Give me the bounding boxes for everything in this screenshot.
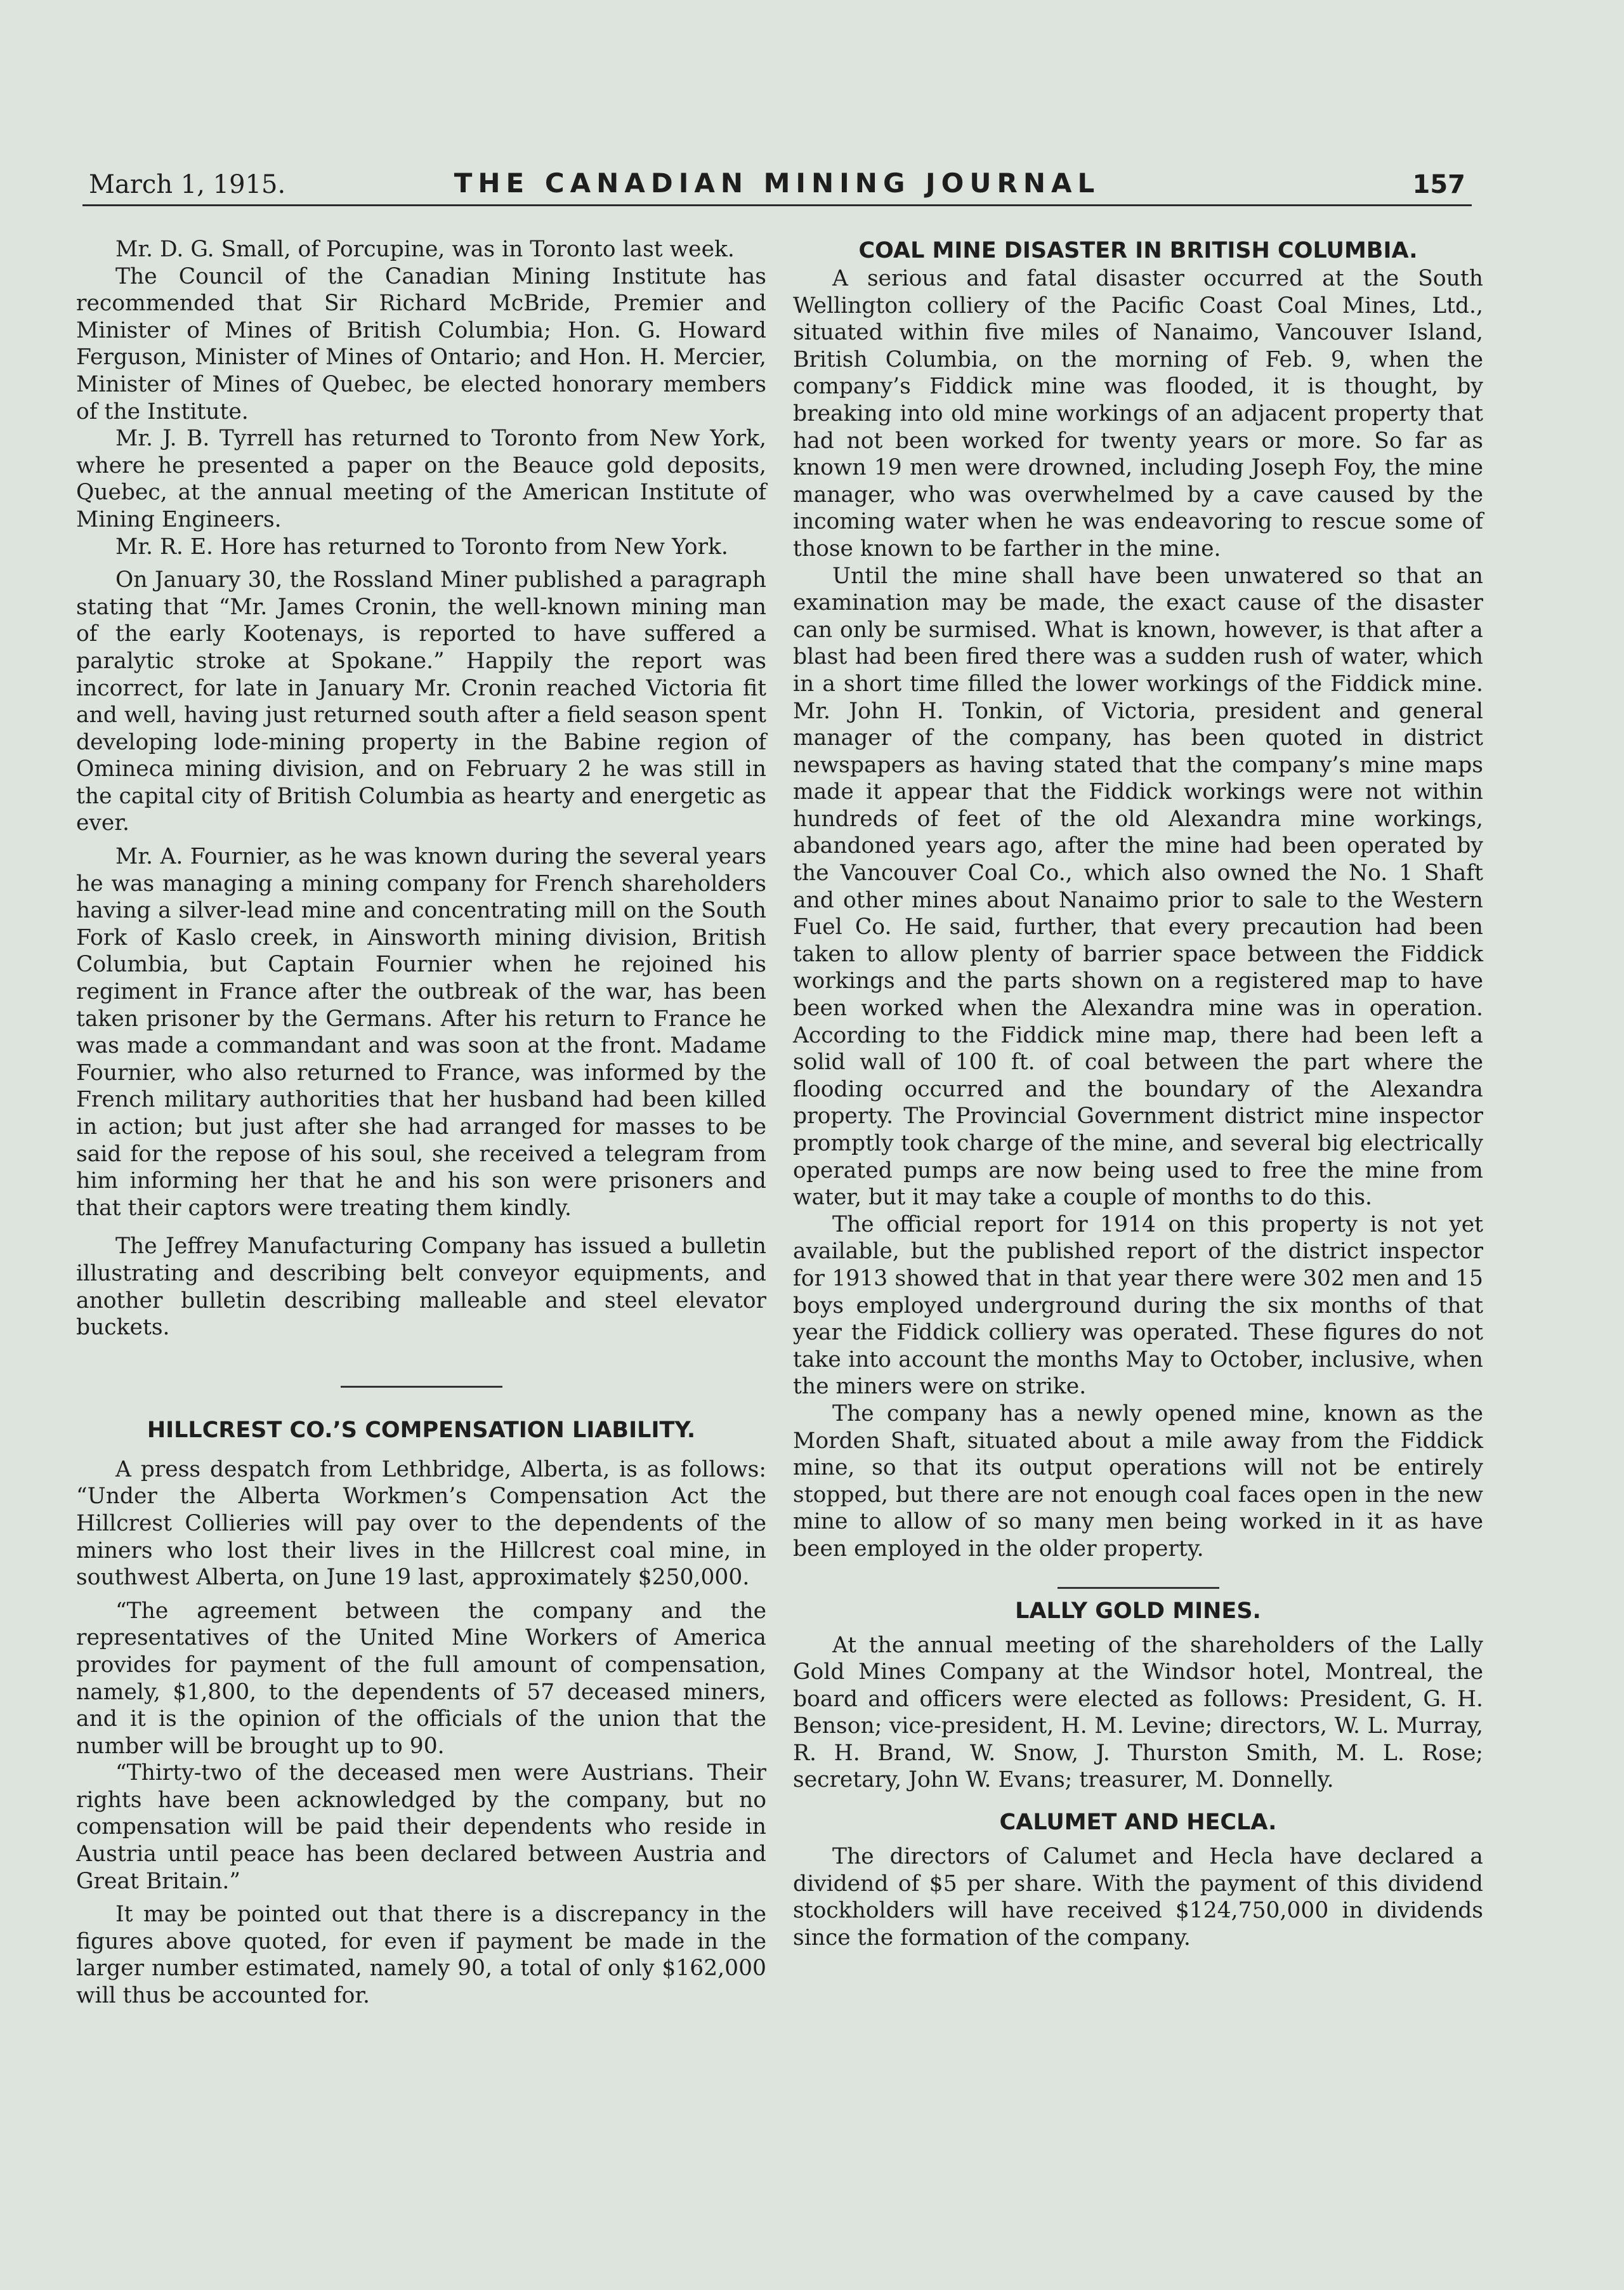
article-heading: HILLCREST CO.’S COMPENSATION LIABILITY. <box>147 1417 696 1443</box>
right-column <box>793 236 1483 1951</box>
paragraph: At the annual meeting of the shareholders of the Lally Gold Mines Company at the Windsor hotel, Montreal, the board and officers were elected as follows: President, G. H. Benson; vice-president, H. M. Levine; directors, W. L. Murray, R. H. Brand, W. Snow, J. Thurston Smith, M. L. Rose; secretary, John W. Evans; treasurer, M. Donnelly. <box>793 1632 1483 1793</box>
article-coal-mine-disaster <box>793 236 1483 1563</box>
paragraph: On January 30, the Rossland Miner published a paragraph stating that “Mr. James Cronin, the well-known mining man of the early Kootenays, is reported to have suffered a paralytic stroke at Spokane.” Happily the report was incorrect, for late in January Mr. Cronin reached Victoria fit and well, having just returned south after a field season spent developing lode-mining property in the Babine region of Omineca mining division, and on February 2 he was still in the capital city of British Columbia as hearty and energetic as ever. <box>76 567 766 836</box>
section-divider <box>341 1386 502 1388</box>
paragraph: It may be pointed out that there is a discrepancy in the figures above quoted, for even if payment be made in the larger number estimated, namely 90, a total of only $162,000 will thus be accounted for. <box>76 1902 766 2009</box>
issue-date: March 1, 1915. <box>89 170 286 199</box>
running-header <box>82 166 1472 206</box>
article-heading: CALUMET AND HECLA. <box>999 1810 1277 1836</box>
paragraph: Mr. A. Fournier, as he was known during the several years he was managing a mining company for French shareholders having a silver-lead mine and concentrating mill on the South Fork of Kaslo creek, in Ainsworth mining division, British Columbia, but Captain Fournier when he rejoined his regiment in France after the outbreak of the war, has been taken prisoner by the Germans. After his return to France he was made a commandant and was soon at the front. Madame Fournier, who also returned to France, was informed by the French military authorities that her husband had been killed in action; but just after she had arranged for masses to be said for the repose of his soul, she received a telegram from him informing her that he and his son were prisoners and that their captors were treating them kindly. <box>76 844 766 1221</box>
journal-title: THE CANADIAN MINING JOURNAL <box>454 168 1101 199</box>
paragraph: Mr. R. E. Hore has returned to Toronto from New York. <box>115 534 728 560</box>
article-heading: COAL MINE DISASTER IN BRITISH COLUMBIA. <box>858 238 1418 263</box>
paragraph: The Jeffrey Manufacturing Company has issued a bulletin illustrating and describing belt conveyor equipments, and another bulletin describing malleable and steel elevator buckets. <box>76 1234 766 1341</box>
section-divider <box>1058 1587 1219 1589</box>
personal-notes <box>76 236 766 1341</box>
paragraph: A press despatch from Lethbridge, Alberta, is as follows: “Under the Alberta Workmen’s Compensation Act the Hillcrest Collieries will pay over to the dependents of the miners who lost their lives in the Hillcrest coal mine, in southwest Alberta, on June 19 last, approximately $250,000. <box>76 1456 766 1591</box>
paragraph: The company has a newly opened mine, known as the Morden Shaft, situated about a mile away from the Fiddick mine, so that its output operations will not be entirely stopped, but there are not enough coal faces open in the new mine to allow of so many men being worked in it as have been employed in the older property. <box>793 1400 1483 1562</box>
article-lally-gold-mines <box>793 1596 1483 1794</box>
paragraph: “The agreement between the company and the representatives of the United Mine Workers of America provides for payment of the full amount of compensation, namely, $1,800, to the dependents of 57 deceased miners, and it is the opinion of the officials of the union that the number will be brought up to 90. <box>76 1598 766 1759</box>
page-number: 157 <box>1412 170 1465 199</box>
paragraph: “Thirty-two of the deceased men were Austrians. Their rights have been acknowledged by the company, but no compensation will be paid their dependents who reside in Austria until peace has been declared between Austria and Great Britain.” <box>76 1760 766 1894</box>
paragraph: Until the mine shall have been unwatered so that an examination may be made, the exact cause of the disaster can only be surmised. What is known, however, is that after a blast had been fired there was a sudden rush of water, which in a short time filled the lower workings of the Fiddick mine. Mr. John H. Tonkin, of Victoria, president and general manager of the company, has been quoted in district newspapers as having stated that the company’s mine maps made it appear that the Fiddick workings were not within hundreds of feet of the old Alexandra mine workings, abandoned years ago, after the mine had been operated by the Vancouver Coal Co., which also owned the No. 1 Shaft and other mines about Nanaimo prior to sale to the Western Fuel Co. He said, further, that every precaution had been taken to allow plenty of barrier space between the Fiddick workings and the parts shown on a registered map to have been worked when the Alexandra mine was in operation. According to the Fiddick mine map, there had been left a solid wall of 100 ft. of coal between the part where the flooding occurred and the boundary of the Alexandra property. The Provincial Government district mine inspector promptly took charge of the mine, and several big electrically operated pumps are now being used to free the mine from water, but it may take a couple of months to do this. <box>793 563 1483 1211</box>
paragraph: Mr. D. G. Small, of Porcupine, was in Toronto last week. <box>115 237 735 262</box>
paragraph: A serious and fatal disaster occurred at the South Wellington colliery of the Pacific Coast Coal Mines, Ltd., situated within five miles of Nanaimo, Vancouver Island, British Columbia, on the morning of Feb. 9, when the company’s Fiddick mine was flooded, it is thought, by breaking into old mine workings of an adjacent property that had not been worked for twenty years or more. So far as known 19 men were drowned, including Joseph Foy, the mine manager, who was overwhelmed by a cave caused by the incoming water when he was endeavoring to rescue some of those known to be farther in the mine. <box>793 266 1483 562</box>
article-hillcrest <box>76 1416 766 2010</box>
paragraph: The official report for 1914 on this property is not yet available, but the published report of the district inspector for 1913 showed that in that year there were 302 men and 15 boys employed underground during the six months of that year the Fiddick colliery was operated. These figures do not take into account the months May to October, inclusive, when the miners were on strike. <box>793 1211 1483 1400</box>
paragraph: The directors of Calumet and Hecla have declared a dividend of $5 per share. With the payment of this dividend stockholders will have received $124,750,000 in dividends since the formation of the company. <box>793 1844 1483 1951</box>
article-heading: LALLY GOLD MINES. <box>1015 1598 1261 1624</box>
paragraph: Mr. J. B. Tyrrell has returned to Toronto from New York, where he presented a paper on the Beauce gold deposits, Quebec, at the annual meeting of the American Institute of Mining Engineers. <box>76 426 766 532</box>
article-calumet-and-hecla <box>793 1808 1483 1951</box>
paragraph: The Council of the Canadian Mining Institute has recommended that Sir Richard McBride, Premier and Minister of Mines of British Columbia; Hon. G. Howard Ferguson, Minister of Mines of Ontario; and Hon. H. Mercier, Minister of Mines of Quebec, be elected honorary members of the Institute. <box>76 263 766 424</box>
left-column <box>76 236 766 2010</box>
